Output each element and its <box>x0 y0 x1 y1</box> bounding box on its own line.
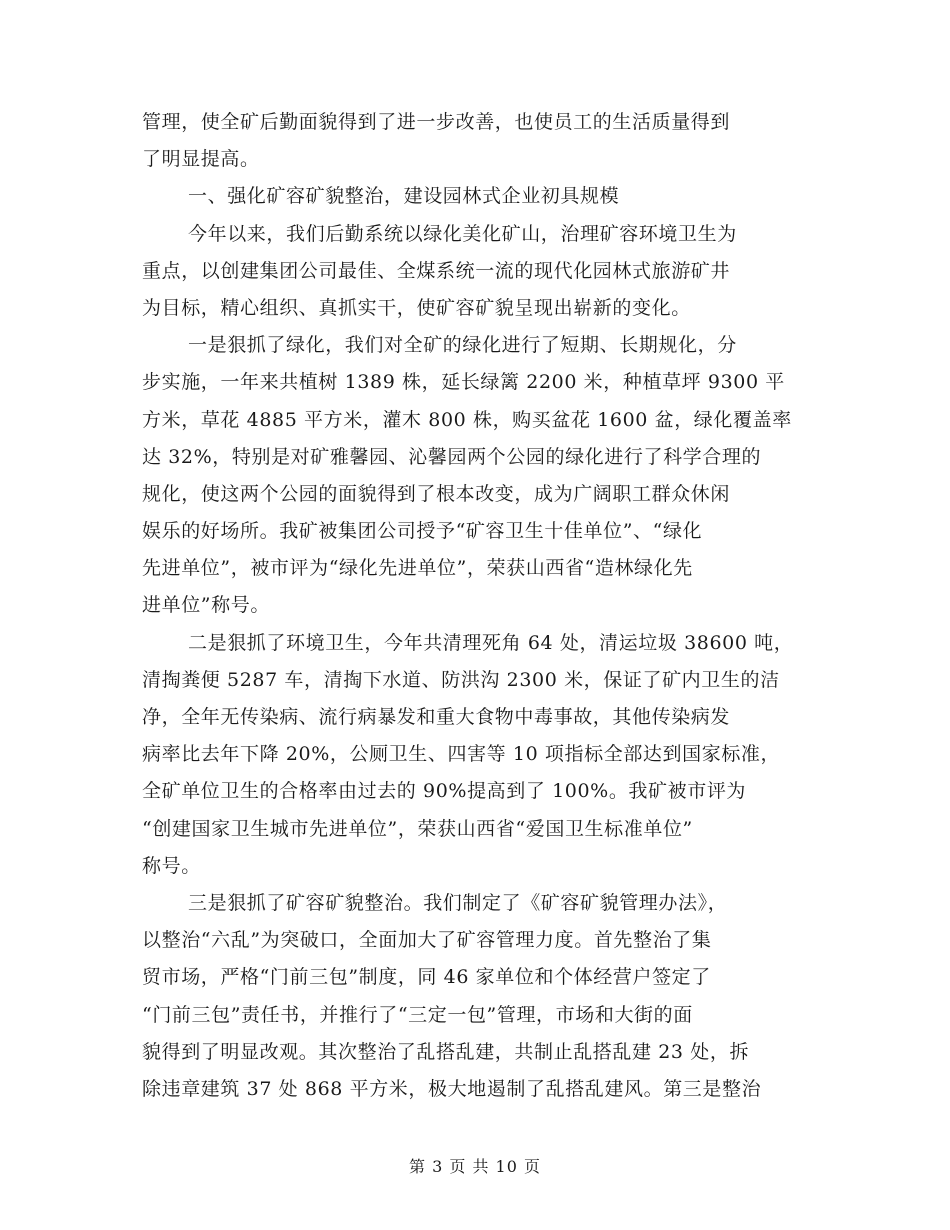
text-line: 除违章建筑 37 处 868 平方米，极大地遏制了乱搭乱建风。第三是整治 <box>142 1077 762 1100</box>
text-line: 一是狠抓了绿化，我们对全矿的绿化进行了短期、长期规化，分 <box>188 334 737 357</box>
text-line: “门前三包”责任书，并推行了“三定一包”管理，市场和大街的面 <box>142 1003 693 1026</box>
page-footer: 第 3 页 共 10 页 <box>409 1157 541 1176</box>
text-line: 今年以来，我们后勤系统以绿化美化矿山，治理矿容环境卫生为 <box>188 222 737 245</box>
text-line: 先进单位”，被市评为“绿化先进单位”，荣获山西省“造林绿化先 <box>142 557 693 580</box>
document-body <box>142 104 812 1108</box>
text-line: 全矿单位卫生的合格率由过去的 90%提高到了 100%。我矿被市评为 <box>142 780 747 803</box>
text-line: 病率比去年下降 20%，公厕卫生、四害等 10 项指标全部达到国家标准， <box>142 743 781 766</box>
text-line: 清掏粪便 5287 车，清掏下水道、防洪沟 2300 米，保证了矿内卫生的洁 <box>142 668 780 691</box>
text-line: 步实施，一年来共植树 1389 株，延长绿篱 2200 米，种植草坪 9300 平 <box>142 371 785 394</box>
text-line: “创建国家卫生城市先进单位”，荣获山西省“爱国卫生标准单位” <box>142 817 693 840</box>
text-line: 以整治“六乱”为突破口，全面加大了矿容管理力度。首先整治了集 <box>142 929 712 952</box>
text-line: 貌得到了明显改观。其次整治了乱搭乱建，共制止乱搭乱建 23 处，拆 <box>142 1040 750 1063</box>
text-line: 方米，草花 4885 平方米，灌木 800 株，购买盆花 1600 盆，绿化覆盖率 <box>142 408 792 431</box>
text-line: 娱乐的好场所。我矿被集团公司授予“矿容卫生十佳单位”、“绿化 <box>142 520 703 543</box>
section-heading: 一、强化矿容矿貌整治，建设园林式企业初具规模 <box>188 185 620 208</box>
text-line: 贸市场，严格“门前三包”制度，同 46 家单位和个体经营户签定了 <box>142 966 711 989</box>
text-line: 达 32%，特别是对矿雅馨园、沁馨园两个公园的绿化进行了科学合理的 <box>142 445 762 468</box>
text-line: 三是狠抓了矿容矿貌整治。我们制定了《矿容矿貌管理办法》， <box>188 891 728 914</box>
text-line: 规化，使这两个公园的面貌得到了根本改变，成为广阔职工群众休闲 <box>142 482 731 505</box>
text-line: 重点，以创建集团公司最佳、全煤系统一流的现代化园林式旅游矿井 <box>142 259 731 282</box>
text-line: 二是狠抓了环境卫生，今年共清理死角 64 处，清运垃圾 38600 吨， <box>188 631 794 654</box>
text-line: 净，全年无传染病、流行病暴发和重大食物中毒事故，其他传染病发 <box>142 706 731 728</box>
text-line: 了明显提高。 <box>142 148 260 171</box>
text-line: 进单位”称号。 <box>142 594 270 617</box>
text-line: 管理，使全矿后勤面貌得到了进一步改善，也使员工的生活质量得到 <box>142 111 731 133</box>
text-line: 称号。 <box>142 854 201 877</box>
text-line: 为目标，精心组织、真抓实干，使矿容矿貌呈现出崭新的变化。 <box>142 296 691 319</box>
